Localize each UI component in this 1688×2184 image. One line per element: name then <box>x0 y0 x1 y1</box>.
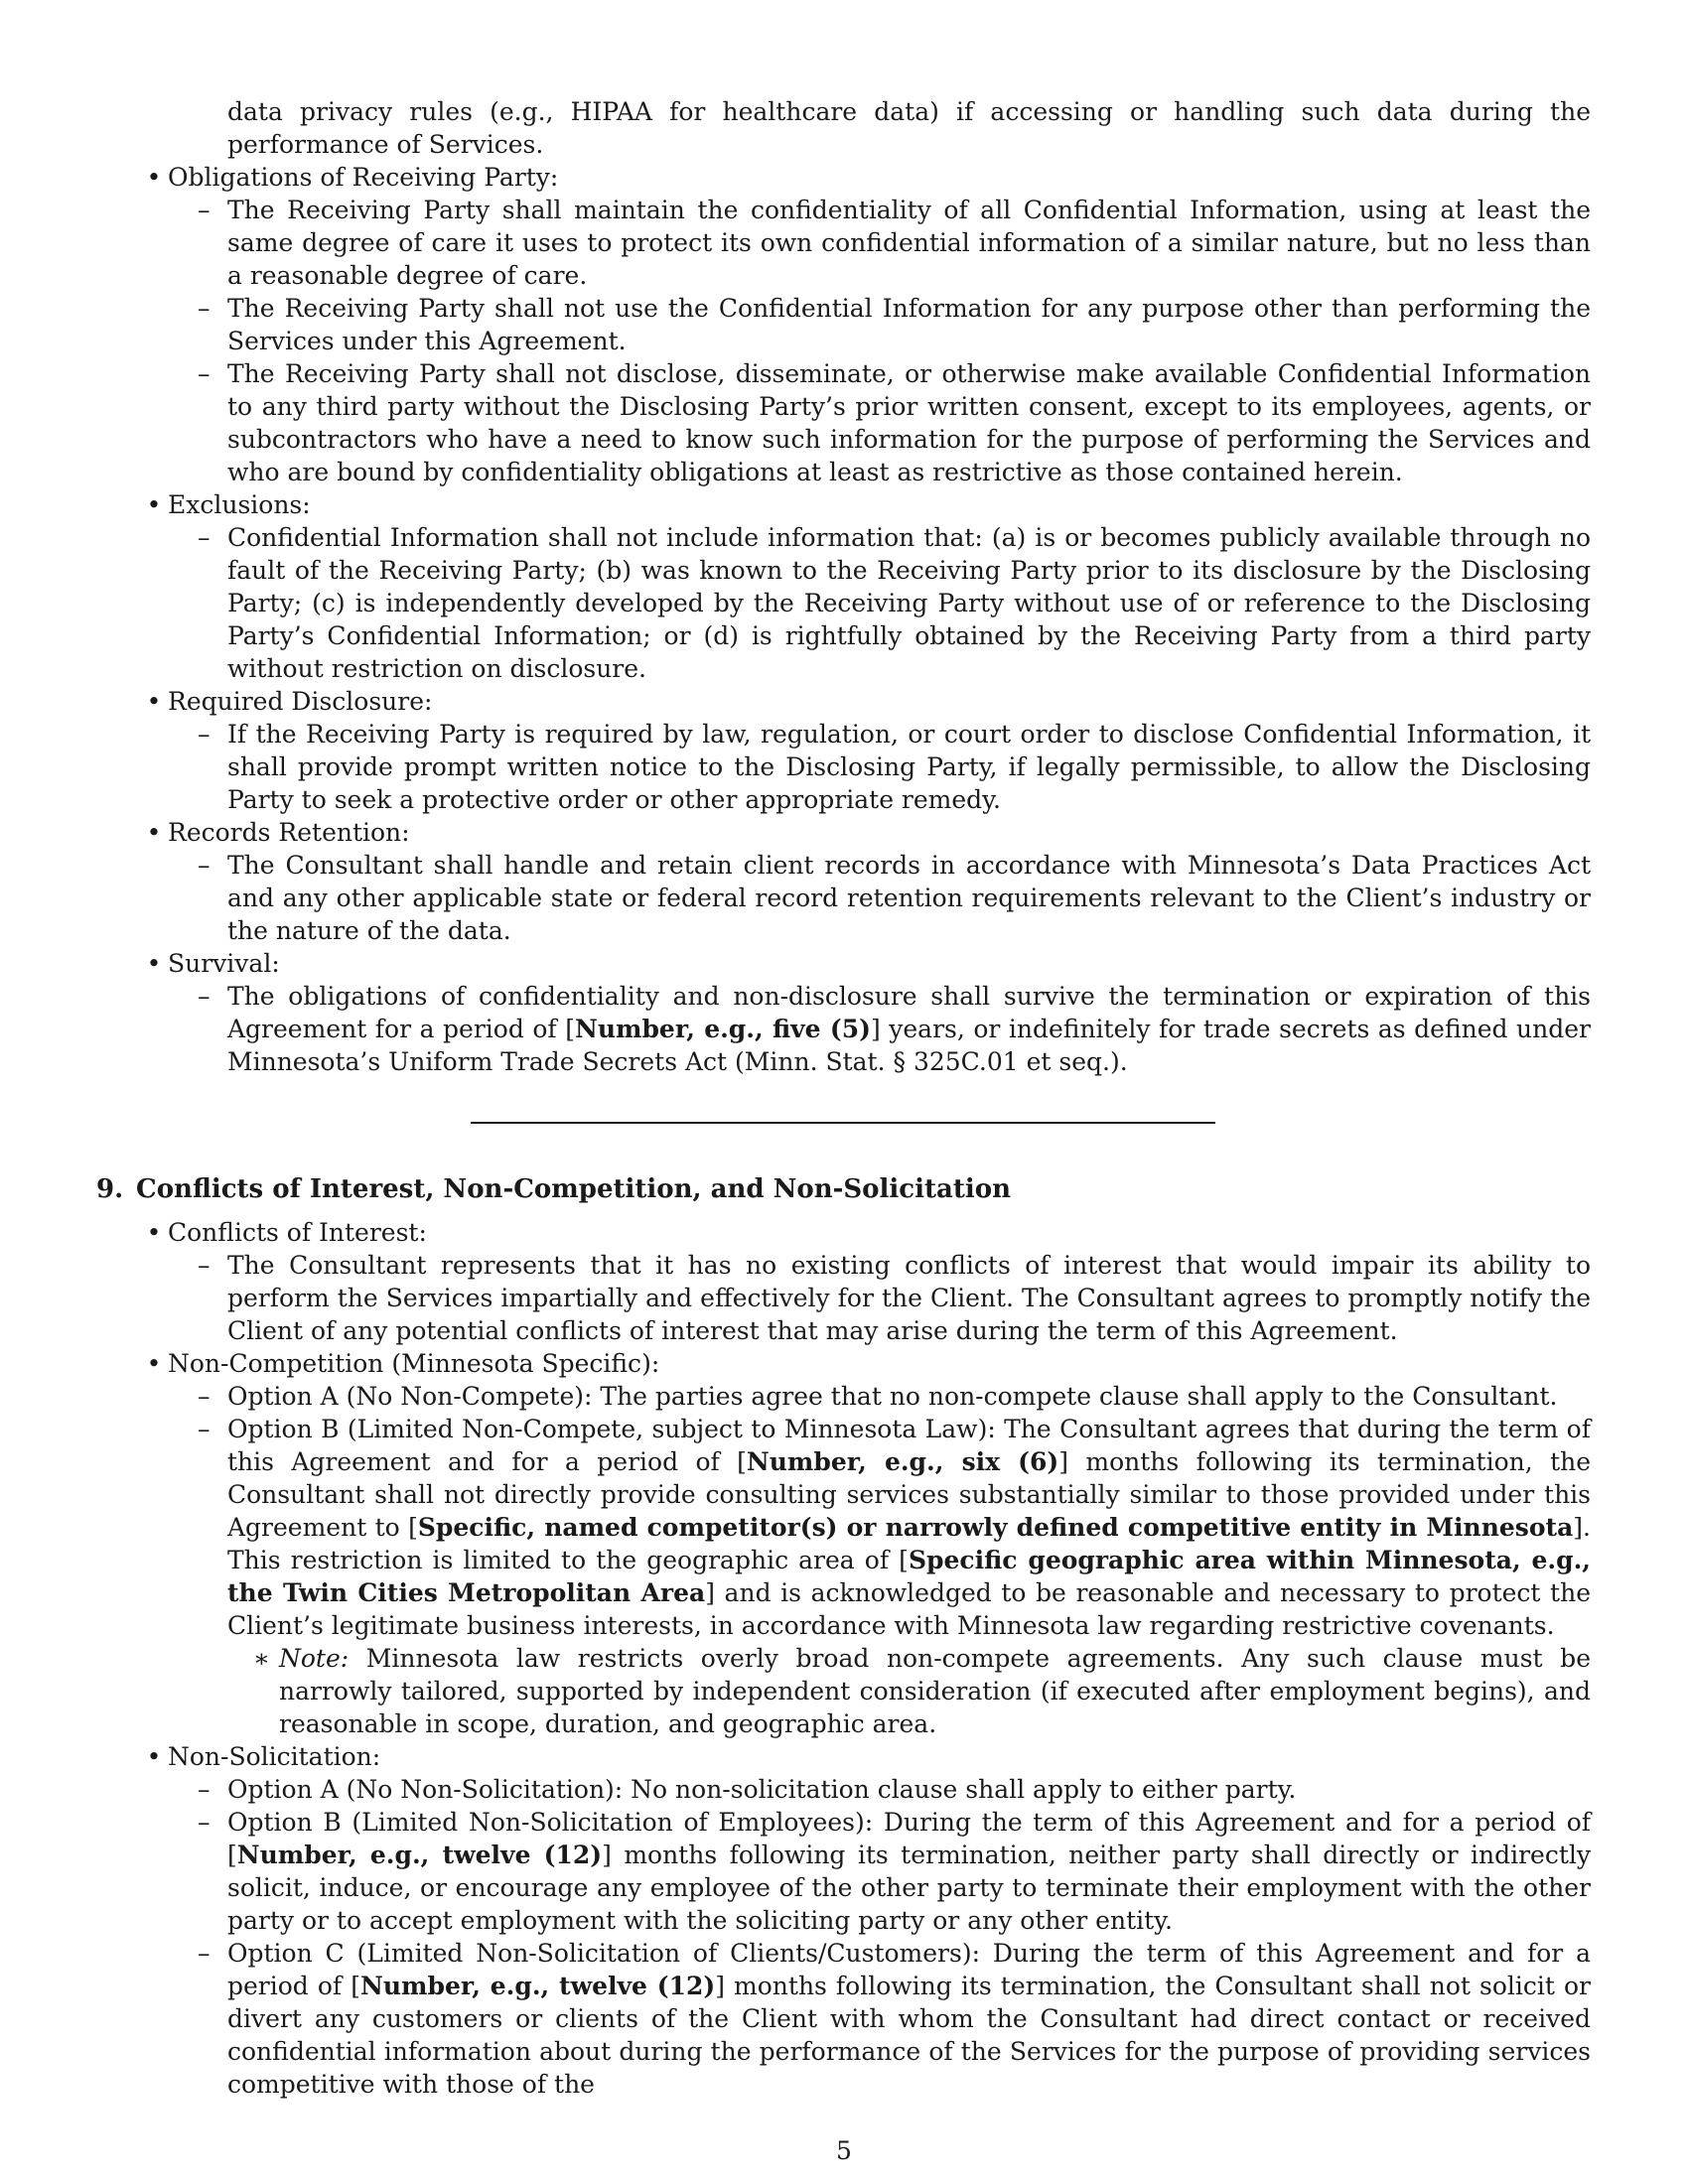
dash-marker: – <box>198 982 211 1011</box>
sub-item-text: ] and is acknowledged to be reasonable and necessary to protect the Client’s legitimate business interests, in accordance with Minnesota law regarding restrictive covenants. <box>227 1578 1591 1640</box>
bullet-label: Required Disclosure: <box>168 687 433 716</box>
dash-marker: – <box>198 720 211 749</box>
dash-marker: – <box>198 851 211 880</box>
bullet-item-conflicts <box>146 1216 1591 1249</box>
sub-item <box>198 357 1591 488</box>
bullet-label: Non-Solicitation: <box>168 1742 381 1771</box>
bullet-marker: • <box>146 818 162 847</box>
dash-marker: – <box>198 523 211 552</box>
bullet-marker: • <box>146 687 162 716</box>
section-title: Conflicts of Interest, Non-Competition, and Non-Solicitation <box>136 1174 1011 1204</box>
dash-marker: – <box>198 1382 211 1411</box>
placeholder-field: Specific, named competitor(s) or narrowly defined competitive entity in Minnesota <box>417 1513 1574 1542</box>
bullet-item-obligations <box>146 161 1591 194</box>
placeholder-field: Number, e.g., five (5) <box>574 1015 871 1043</box>
bullet-marker: • <box>146 1349 162 1378</box>
bullet-item-non-solicitation <box>146 1740 1591 1773</box>
sub-item-text: Confidential Information shall not include information that: (a) is or becomes publicly available through no fault of the Receiving Party; (b) was known to the Receiving Party prior to its disclosure by the Disclosing Party; (c) is independently developed by the Receiving Party without use of or reference to the Disclosing Party’s Confidential Information; or (d) is rightfully obtained by the Receiving Party from a third party without restriction on disclosure. <box>227 523 1591 683</box>
sub-item-text: The Consultant shall handle and retain client records in accordance with Minnesota’s Data Practices Act and any other applicable state or federal record retention requirements relevant to the Client’s industry or the nature of the data. <box>227 851 1591 945</box>
dash-marker: – <box>198 1808 211 1837</box>
dash-marker: – <box>198 1251 211 1280</box>
sub-item <box>198 1937 1591 2101</box>
sub-item-text: The Receiving Party shall not disclose, disseminate, or otherwise make available Confidential Information to any third party without the Disclosing Party’s prior written consent, except to its employees, agents, or subcontractors who have a need to know such information for the purpose of performing the Services and who are bound by confidentiality obligations at least as restrictive as those contained herein. <box>227 359 1591 486</box>
bullet-label: Records Retention: <box>168 818 410 847</box>
bullet-label: Non-Competition (Minnesota Specific): <box>168 1349 660 1378</box>
section-number: 9. <box>96 1174 124 1204</box>
bullet-item-required-disclosure <box>146 685 1591 718</box>
sub-item <box>198 521 1591 685</box>
sub-item <box>198 1413 1592 1642</box>
sub-item-text: Option A (No Non-Compete): The parties agree that no non-compete clause shall apply to the Consultant. <box>227 1382 1558 1411</box>
section-divider <box>471 1122 1215 1124</box>
sub-item <box>198 980 1592 1078</box>
sub-item-text: Option A (No Non-Solicitation): No non-solicitation clause shall apply to either party. <box>227 1775 1297 1804</box>
dash-marker: – <box>198 1939 211 1968</box>
page-content <box>96 95 1591 2101</box>
sub-item <box>198 1806 1591 1937</box>
placeholder-field: Specific geographic area within Minnesota, e.g., the Twin Cities Metropolitan Area <box>227 1546 1591 1607</box>
dash-marker: – <box>198 359 211 388</box>
sub-item-text: Option B (Limited Non-Solicitation of Employees): During the term of this Agreement and for a period of [ <box>227 1808 1591 1869</box>
sub-item-text: If the Receiving Party is required by law, regulation, or court order to disclose Confidential Information, it shall provide prompt written notice to the Disclosing Party, if legally permissible, to allow the Disclosing Party to seek a protective order or other appropriate remedy. <box>227 720 1591 814</box>
sub-item-text: The Receiving Party shall not use the Confidential Information for any purpose other than performing the Services under this Agreement. <box>227 294 1591 355</box>
bullet-label: Conflicts of Interest: <box>168 1218 427 1247</box>
bullet-item-exclusions <box>146 488 1591 521</box>
dash-marker: – <box>198 1415 211 1443</box>
sub-item <box>198 292 1591 357</box>
continued-paragraph: data privacy rules (e.g., HIPAA for healthcare data) if accessing or handling such data during the performance of Services. <box>227 97 1591 159</box>
dash-marker: – <box>198 196 211 224</box>
sub-item-text: Option C (Limited Non-Solicitation of Clients/Customers): During the term of this Agreement and for a period of [ <box>227 1939 1591 2000</box>
asterisk-marker: ∗ <box>253 1644 270 1673</box>
bullet-marker: • <box>146 163 162 192</box>
sub-item-text: ] months following its termination, neither party shall directly or indirectly solicit, induce, or encourage any employee of the other party to terminate their employment with the other party or to accept employment with the soliciting party or any other entity. <box>227 1841 1591 1935</box>
bullet-item-non-competition <box>146 1347 1591 1380</box>
sub-item <box>198 1773 1591 1806</box>
bullet-marker: • <box>146 490 162 519</box>
sub-item-text: The Consultant represents that it has no existing conflicts of interest that would impair its ability to perform the Services impartially and effectively for the Client. The Consultant agrees to promptly notify the Client of any potential conflicts of interest that may arise during the term of this Agreement. <box>227 1251 1591 1345</box>
sub-item-text: ] months following its termination, the Consultant shall not solicit or divert any customers or clients of the Client with whom the Consultant had direct contact or received confidential information about during the performance of the Services for the purpose of providing services competitive with those of the <box>227 1972 1591 2099</box>
bullet-item-records-retention <box>146 816 1591 849</box>
placeholder-field: Number, e.g., six (6) <box>746 1447 1059 1476</box>
bullet-marker: • <box>146 1742 162 1771</box>
page-number: 5 <box>836 2136 852 2165</box>
sub-item-text: Option B (Limited Non-Compete, subject to Minnesota Law): The Consultant agrees that during the term of this Agreement and for a period of [ <box>227 1415 1591 1476</box>
bullet-label: Exclusions: <box>168 490 311 519</box>
sub-item-text: ]. This restriction is limited to the geographic area of [ <box>227 1513 1591 1574</box>
sub-item <box>198 1380 1591 1413</box>
sub-item <box>198 194 1591 292</box>
placeholder-field: Number, e.g., twelve (12) <box>236 1841 603 1869</box>
sub-item-text: ] years, or indefinitely for trade secrets as defined under Minnesota’s Uniform Trade Secrets Act (Minn. Stat. § 325C.01 et seq.). <box>227 1015 1592 1076</box>
sub-item <box>198 849 1591 947</box>
bullet-item-survival <box>146 947 1591 980</box>
dash-marker: – <box>198 294 211 323</box>
bullet-label: Survival: <box>168 949 280 978</box>
sub-item <box>198 718 1591 816</box>
note-label: Note: <box>279 1644 350 1673</box>
sub-item-text: The Receiving Party shall maintain the confidentiality of all Confidential Information, using at least the same degree of care it uses to protect its own confidential information of a similar nature, but no less than a reasonable degree of care. <box>227 196 1591 290</box>
bullet-label: Obligations of Receiving Party: <box>168 163 559 192</box>
bullet-marker: • <box>146 1218 162 1247</box>
dash-marker: – <box>198 1775 211 1804</box>
section-heading <box>96 1173 1591 1206</box>
placeholder-field: Number, e.g., twelve (12) <box>359 1972 716 2000</box>
sub-item-text: ] months following its termination, the Consultant shall not directly provide consulting services substantially similar to those provided under this Agreement to [ <box>227 1447 1592 1542</box>
bullet-marker: • <box>146 949 162 978</box>
note-item <box>253 1642 1591 1740</box>
sub-item <box>198 1249 1591 1347</box>
sub-item-text: The obligations of confidentiality and non-disclosure shall survive the termination or expiration of this Agreement for a period of [ <box>227 982 1591 1043</box>
note-text: Minnesota law restricts overly broad non-compete agreements. Any such clause must be narrowly tailored, supported by independent consideration (if executed after employment begins), and reasonable in scope, duration, and geographic area. <box>279 1644 1591 1738</box>
